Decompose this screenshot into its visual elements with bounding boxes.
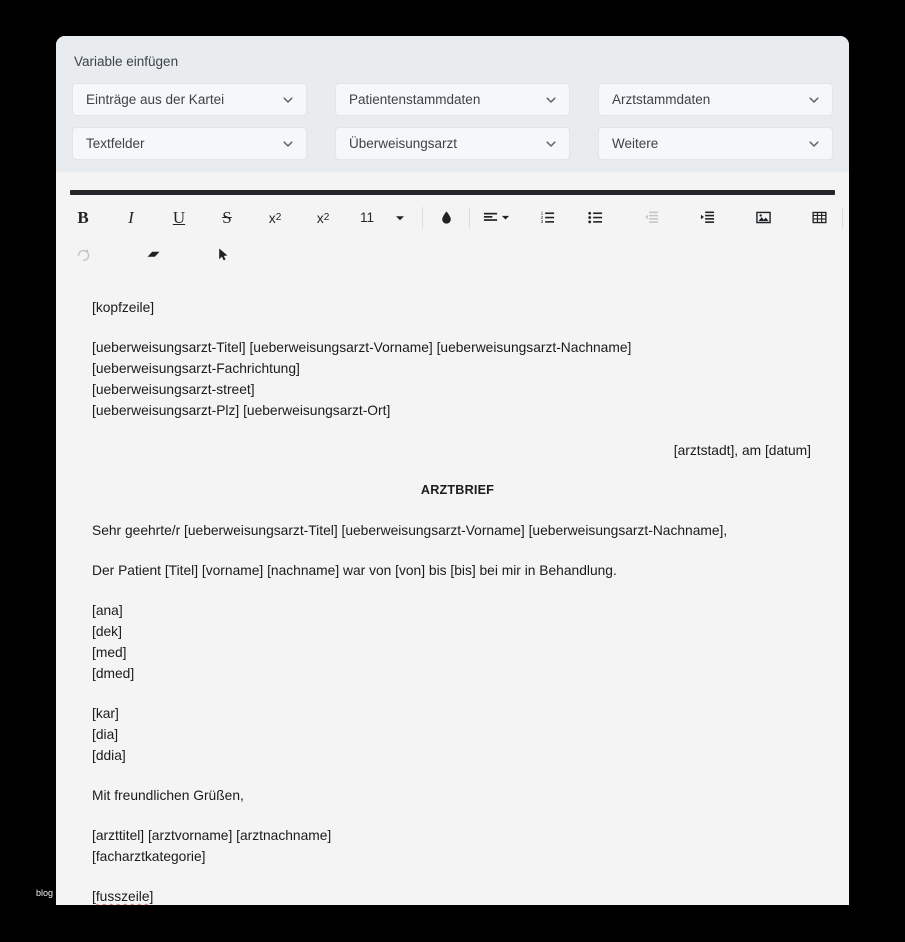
svg-text:3: 3 — [540, 219, 543, 225]
unordered-list-button[interactable] — [578, 203, 612, 233]
outdent-icon — [644, 210, 659, 225]
dropdown-label: Textfelder — [86, 136, 145, 151]
variable-line: [ddia] — [92, 748, 126, 763]
dropdown-label: Weitere — [612, 136, 659, 151]
caret-down-icon — [501, 213, 510, 222]
variable-line: [dmed] — [92, 666, 135, 681]
droplet-icon — [439, 210, 454, 225]
document-content[interactable] — [56, 275, 849, 905]
bullet-list-icon — [588, 210, 603, 225]
address-line: [ueberweisungsarzt-Fachrichtung] — [92, 361, 300, 376]
underline-button[interactable]: U — [172, 207, 186, 227]
chevron-down-icon — [808, 94, 820, 106]
dropdown-label: Einträge aus der Kartei — [86, 92, 225, 107]
image-icon — [756, 210, 771, 225]
insert-image-button[interactable] — [746, 203, 780, 233]
eraser-icon — [146, 247, 161, 262]
doc-signature — [92, 825, 823, 867]
doc-block-one — [92, 600, 823, 684]
editor-panel — [56, 36, 849, 905]
signature-line: [arzttitel] [arztvorname] [arztnachname] — [92, 828, 332, 843]
dropdown-label: Arztstammdaten — [612, 92, 711, 107]
variable-line: [ana] — [92, 603, 123, 618]
strikethrough-button[interactable]: S — [222, 207, 232, 227]
address-line: [ueberweisungsarzt-Titel] [ueberweisungsarzt-Vorname] [ueberweisungsarzt-Nachname] — [92, 340, 632, 355]
editor-toolbar — [56, 195, 849, 271]
toolbar-separator — [842, 207, 843, 229]
font-size-value[interactable]: 11 — [360, 210, 375, 225]
table-icon — [812, 210, 827, 225]
doc-intro: Der Patient [Titel] [vorname] [nachname] war von [von] bis [bis] bei mir in Behandlung. — [92, 563, 617, 578]
doc-footer-line — [92, 886, 823, 905]
caret-down-icon — [395, 213, 404, 222]
rich-text-editor — [56, 190, 849, 905]
italic-button[interactable]: I — [128, 207, 134, 227]
doc-block-two — [92, 703, 823, 766]
doc-salutation: Sehr geehrte/r [ueberweisungsarzt-Titel] [ueberweisungsarzt-Vorname] [ueberweisungsarzt-Nachname], — [92, 523, 728, 538]
subscript-small: 2 — [275, 212, 282, 223]
numbered-list-icon — [540, 210, 555, 225]
svg-text:2: 2 — [540, 214, 543, 220]
watermark-text: blog — [36, 888, 54, 898]
dropdown-patientenstammdaten[interactable] — [335, 83, 570, 116]
select-cursor-button[interactable] — [206, 240, 240, 270]
variable-insert-header — [56, 36, 849, 172]
dropdown-ueberweisungsarzt[interactable] — [335, 127, 570, 160]
chevron-down-icon — [545, 138, 557, 150]
chevron-down-icon — [808, 138, 820, 150]
superscript-base: x — [316, 209, 324, 226]
address-line: [ueberweisungsarzt-Plz] [ueberweisungsarzt-Ort] — [92, 403, 391, 418]
variable-line: [med] — [92, 645, 127, 660]
dropdown-row-2 — [72, 127, 833, 160]
doc-title: ARZTBRIEF — [420, 483, 495, 497]
dropdown-label: Überweisungsarzt — [349, 136, 458, 151]
doc-closing: Mit freundlichen Grüßen, — [92, 788, 244, 803]
toolbar-separator — [469, 207, 470, 229]
misspelled-word: [fusszeile] — [92, 889, 154, 904]
variable-line: [dia] — [92, 727, 119, 742]
dropdown-row-1 — [72, 83, 833, 116]
doc-date-line: [arztstadt], am [datum] — [673, 443, 811, 458]
variable-insert-title: Variable einfügen — [74, 54, 179, 69]
chevron-down-icon — [282, 138, 294, 150]
dropdown-weitere[interactable] — [598, 127, 833, 160]
address-line: [ueberweisungsarzt-street] — [92, 382, 255, 397]
clear-formatting-button[interactable] — [136, 240, 170, 270]
subscript-base: x — [268, 209, 276, 226]
subscript-button[interactable] — [258, 203, 292, 233]
doc-address-block — [92, 337, 823, 421]
toolbar-separator — [422, 207, 423, 229]
toolbar-row-1 — [66, 201, 839, 234]
align-left-icon — [483, 210, 498, 225]
indent-icon — [700, 210, 715, 225]
insert-table-button[interactable] — [802, 203, 836, 233]
font-size-dropdown-button[interactable] — [382, 203, 416, 233]
signature-line: [facharztkategorie] — [92, 849, 206, 864]
toolbar-row-2 — [66, 238, 839, 271]
decrease-indent-button[interactable] — [634, 203, 668, 233]
dropdown-arztstammdaten[interactable] — [598, 83, 833, 116]
svg-text:1: 1 — [540, 210, 543, 216]
cursor-arrow-icon — [216, 247, 231, 262]
increase-indent-button[interactable] — [690, 203, 724, 233]
superscript-small: 2 — [323, 212, 330, 223]
chevron-down-icon — [282, 94, 294, 106]
text-color-button[interactable] — [429, 203, 463, 233]
bold-button[interactable]: B — [77, 207, 89, 227]
variable-line: [dek] — [92, 624, 122, 639]
variable-line: [kar] — [92, 706, 119, 721]
doc-header-line: [kopfzeile] — [92, 300, 155, 315]
redo-icon — [76, 247, 91, 262]
dropdown-label: Patientenstammdaten — [349, 92, 481, 107]
chevron-down-icon — [545, 94, 557, 106]
text-align-button[interactable] — [476, 203, 516, 233]
ordered-list-button[interactable] — [530, 203, 564, 233]
superscript-button[interactable] — [306, 203, 340, 233]
dropdown-eintraege-aus-der-kartei[interactable] — [72, 83, 307, 116]
redo-button[interactable] — [66, 240, 100, 270]
dropdown-textfelder[interactable] — [72, 127, 307, 160]
